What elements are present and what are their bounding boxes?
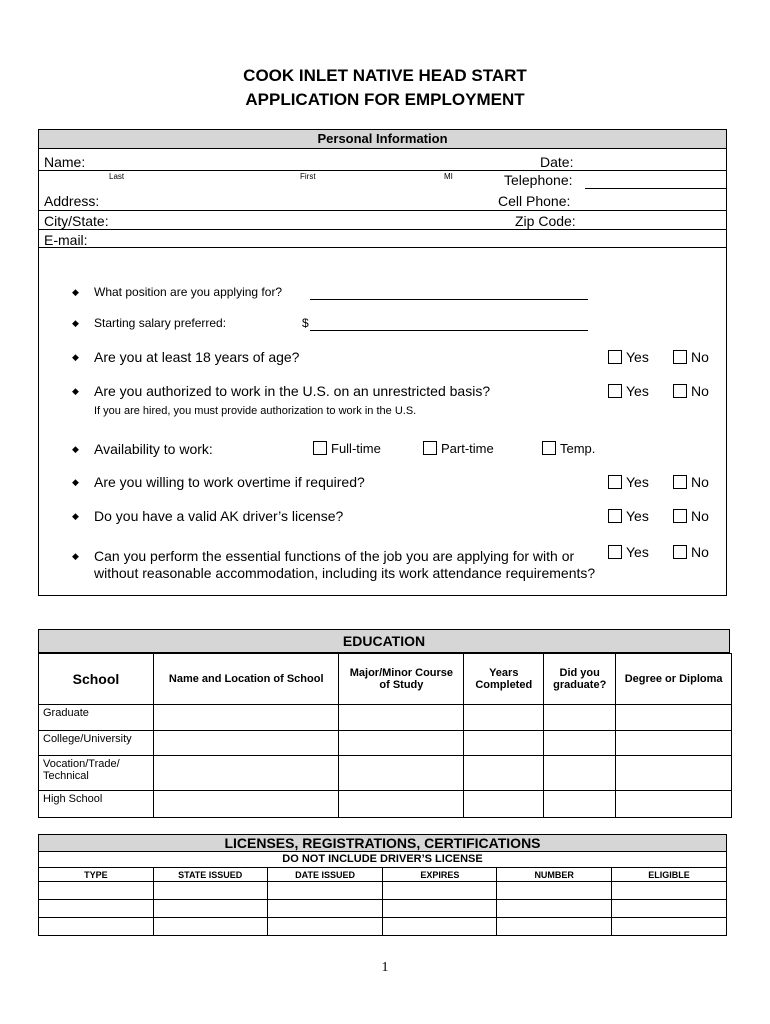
name-rule [39,170,726,171]
table-cell[interactable] [339,756,464,791]
name-location-header: Name and Location of School [153,654,339,705]
table-cell[interactable] [544,705,616,731]
table-cell[interactable] [497,918,612,936]
table-cell[interactable] [616,705,732,731]
table-cell[interactable] [612,900,727,918]
table-cell[interactable] [153,918,267,936]
cell-phone-label: Cell Phone: [498,193,571,209]
licenses-header: LICENSES, REGISTRATIONS, CERTIFICATIONS [38,834,727,852]
table-cell[interactable] [612,882,727,900]
table-cell[interactable] [153,900,267,918]
table-cell[interactable] [544,791,616,818]
table-cell[interactable] [464,705,544,731]
table-cell[interactable] [497,900,612,918]
years-completed-header: Years Completed [464,654,544,705]
table-cell[interactable] [616,791,732,818]
row-label: Vocation/Trade/ Technical [39,756,154,791]
bullet-icon: ◆ [72,287,79,297]
table-cell[interactable] [383,918,497,936]
licenses-table [38,867,727,936]
table-cell[interactable] [616,731,732,756]
overtime-yes[interactable]: Yes [608,474,649,490]
essential-no[interactable]: No [673,544,709,560]
address-label: Address: [44,193,100,209]
fulltime-option[interactable]: Full-time [313,441,381,456]
authorized-no[interactable]: No [673,383,709,399]
bullet-icon: ◆ [72,318,79,328]
table-cell[interactable] [383,900,497,918]
row-label: College/University [39,731,154,756]
table-row [39,731,732,756]
table-cell[interactable] [153,882,267,900]
table-row [39,791,732,818]
age-question: Are you at least 18 years of age? [94,349,300,365]
salary-currency: $ [302,316,309,330]
parttime-option[interactable]: Part-time [423,441,494,456]
age-no[interactable]: No [673,349,709,365]
availability-question: Availability to work: [94,441,213,457]
checkbox-icon[interactable] [673,350,687,364]
telephone-rule [585,188,726,189]
mi-caption: MI [444,172,453,181]
license-no[interactable]: No [673,508,709,524]
bullet-icon: ◆ [72,352,79,362]
table-cell[interactable] [153,731,339,756]
form-title-line1: COOK INLET NATIVE HEAD START [243,66,527,85]
form-title-line2: APPLICATION FOR EMPLOYMENT [245,90,525,109]
major-minor-header: Major/Minor Course of Study [339,654,464,705]
checkbox-icon[interactable] [608,509,622,523]
table-cell[interactable] [267,882,383,900]
age-yes[interactable]: Yes [608,349,649,365]
checkbox-icon[interactable] [313,441,327,455]
table-cell[interactable] [339,791,464,818]
bullet-icon: ◆ [72,477,79,487]
table-cell[interactable] [39,900,154,918]
salary-question: Starting salary preferred: [94,316,227,330]
did-graduate-header: Did you graduate? [544,654,616,705]
zip-code-label: Zip Code: [515,213,576,229]
license-yes[interactable]: Yes [608,508,649,524]
checkbox-icon[interactable] [673,509,687,523]
row-label: Graduate [39,705,154,731]
first-name-caption: First [300,172,316,181]
type-header: TYPE [39,868,154,882]
bullet-icon: ◆ [72,386,79,396]
table-cell[interactable] [267,918,383,936]
school-header: School [39,654,154,705]
position-input[interactable] [310,299,588,300]
table-cell[interactable] [383,882,497,900]
date-label: Date: [540,154,574,170]
licenses-subheader: DO NOT INCLUDE DRIVER’S LICENSE [38,852,727,867]
license-question: Do you have a valid AK driver’s license? [94,508,344,524]
email-label: E-mail: [44,232,88,248]
table-cell[interactable] [39,882,154,900]
table-cell[interactable] [339,731,464,756]
number-header: NUMBER [497,868,612,882]
eligible-header: ELIGIBLE [612,868,727,882]
expires-header: EXPIRES [383,868,497,882]
table-row [39,882,727,900]
bullet-icon: ◆ [72,444,79,454]
table-cell[interactable] [153,705,339,731]
address-rule [39,210,726,211]
table-row [39,756,732,791]
table-cell[interactable] [39,918,154,936]
row-label: High School [39,791,154,818]
state-issued-header: STATE ISSUED [153,868,267,882]
overtime-question: Are you willing to work overtime if required? [94,474,365,490]
authorized-question: Are you authorized to work in the U.S. on an unrestricted basis? [94,383,491,399]
salary-input[interactable] [310,330,588,331]
licenses-header-row [39,868,727,882]
bullet-icon: ◆ [72,511,79,521]
email-rule [39,247,726,248]
essential-question-line2: without reasonable accommodation, including its work attendance requirements? [94,565,596,581]
education-table [38,653,732,818]
degree-diploma-header: Degree or Diploma [616,654,732,705]
telephone-label: Telephone: [504,172,573,188]
page-number: 1 [381,960,389,975]
city-state-label: City/State: [44,213,109,229]
table-cell[interactable] [544,731,616,756]
temp-option[interactable]: Temp. [542,441,595,456]
table-cell[interactable] [544,756,616,791]
name-label: Name: [44,154,86,170]
essential-yes[interactable]: Yes [608,544,649,560]
table-cell[interactable] [464,791,544,818]
table-cell[interactable] [616,756,732,791]
table-cell[interactable] [267,900,383,918]
education-header-row [39,654,732,705]
authorized-yes[interactable]: Yes [608,383,649,399]
checkbox-icon[interactable] [608,350,622,364]
position-question: What position are you applying for? [94,285,283,299]
table-cell[interactable] [612,918,727,936]
authorized-note: If you are hired, you must provide authorization to work in the U.S. [94,405,417,417]
table-cell[interactable] [153,756,339,791]
overtime-no[interactable]: No [673,474,709,490]
table-row [39,705,732,731]
city-rule [39,229,726,230]
checkbox-icon[interactable] [542,441,556,455]
education-header: EDUCATION [38,629,730,653]
checkbox-icon[interactable] [423,441,437,455]
checkbox-icon[interactable] [608,475,622,489]
table-cell[interactable] [497,882,612,900]
last-name-caption: Last [109,172,125,181]
checkbox-icon[interactable] [673,475,687,489]
essential-question-line1: Can you perform the essential functions of the job you are applying for with or [94,548,575,564]
table-cell[interactable] [464,731,544,756]
date-issued-header: DATE ISSUED [267,868,383,882]
table-row [39,900,727,918]
table-cell[interactable] [153,791,339,818]
checkbox-icon[interactable] [673,384,687,398]
table-row [39,918,727,936]
bullet-icon: ◆ [72,551,79,561]
table-cell[interactable] [464,756,544,791]
checkbox-icon[interactable] [608,384,622,398]
checkbox-icon[interactable] [673,545,687,559]
table-cell[interactable] [339,705,464,731]
checkbox-icon[interactable] [608,545,622,559]
personal-info-header: Personal Information [39,130,726,149]
